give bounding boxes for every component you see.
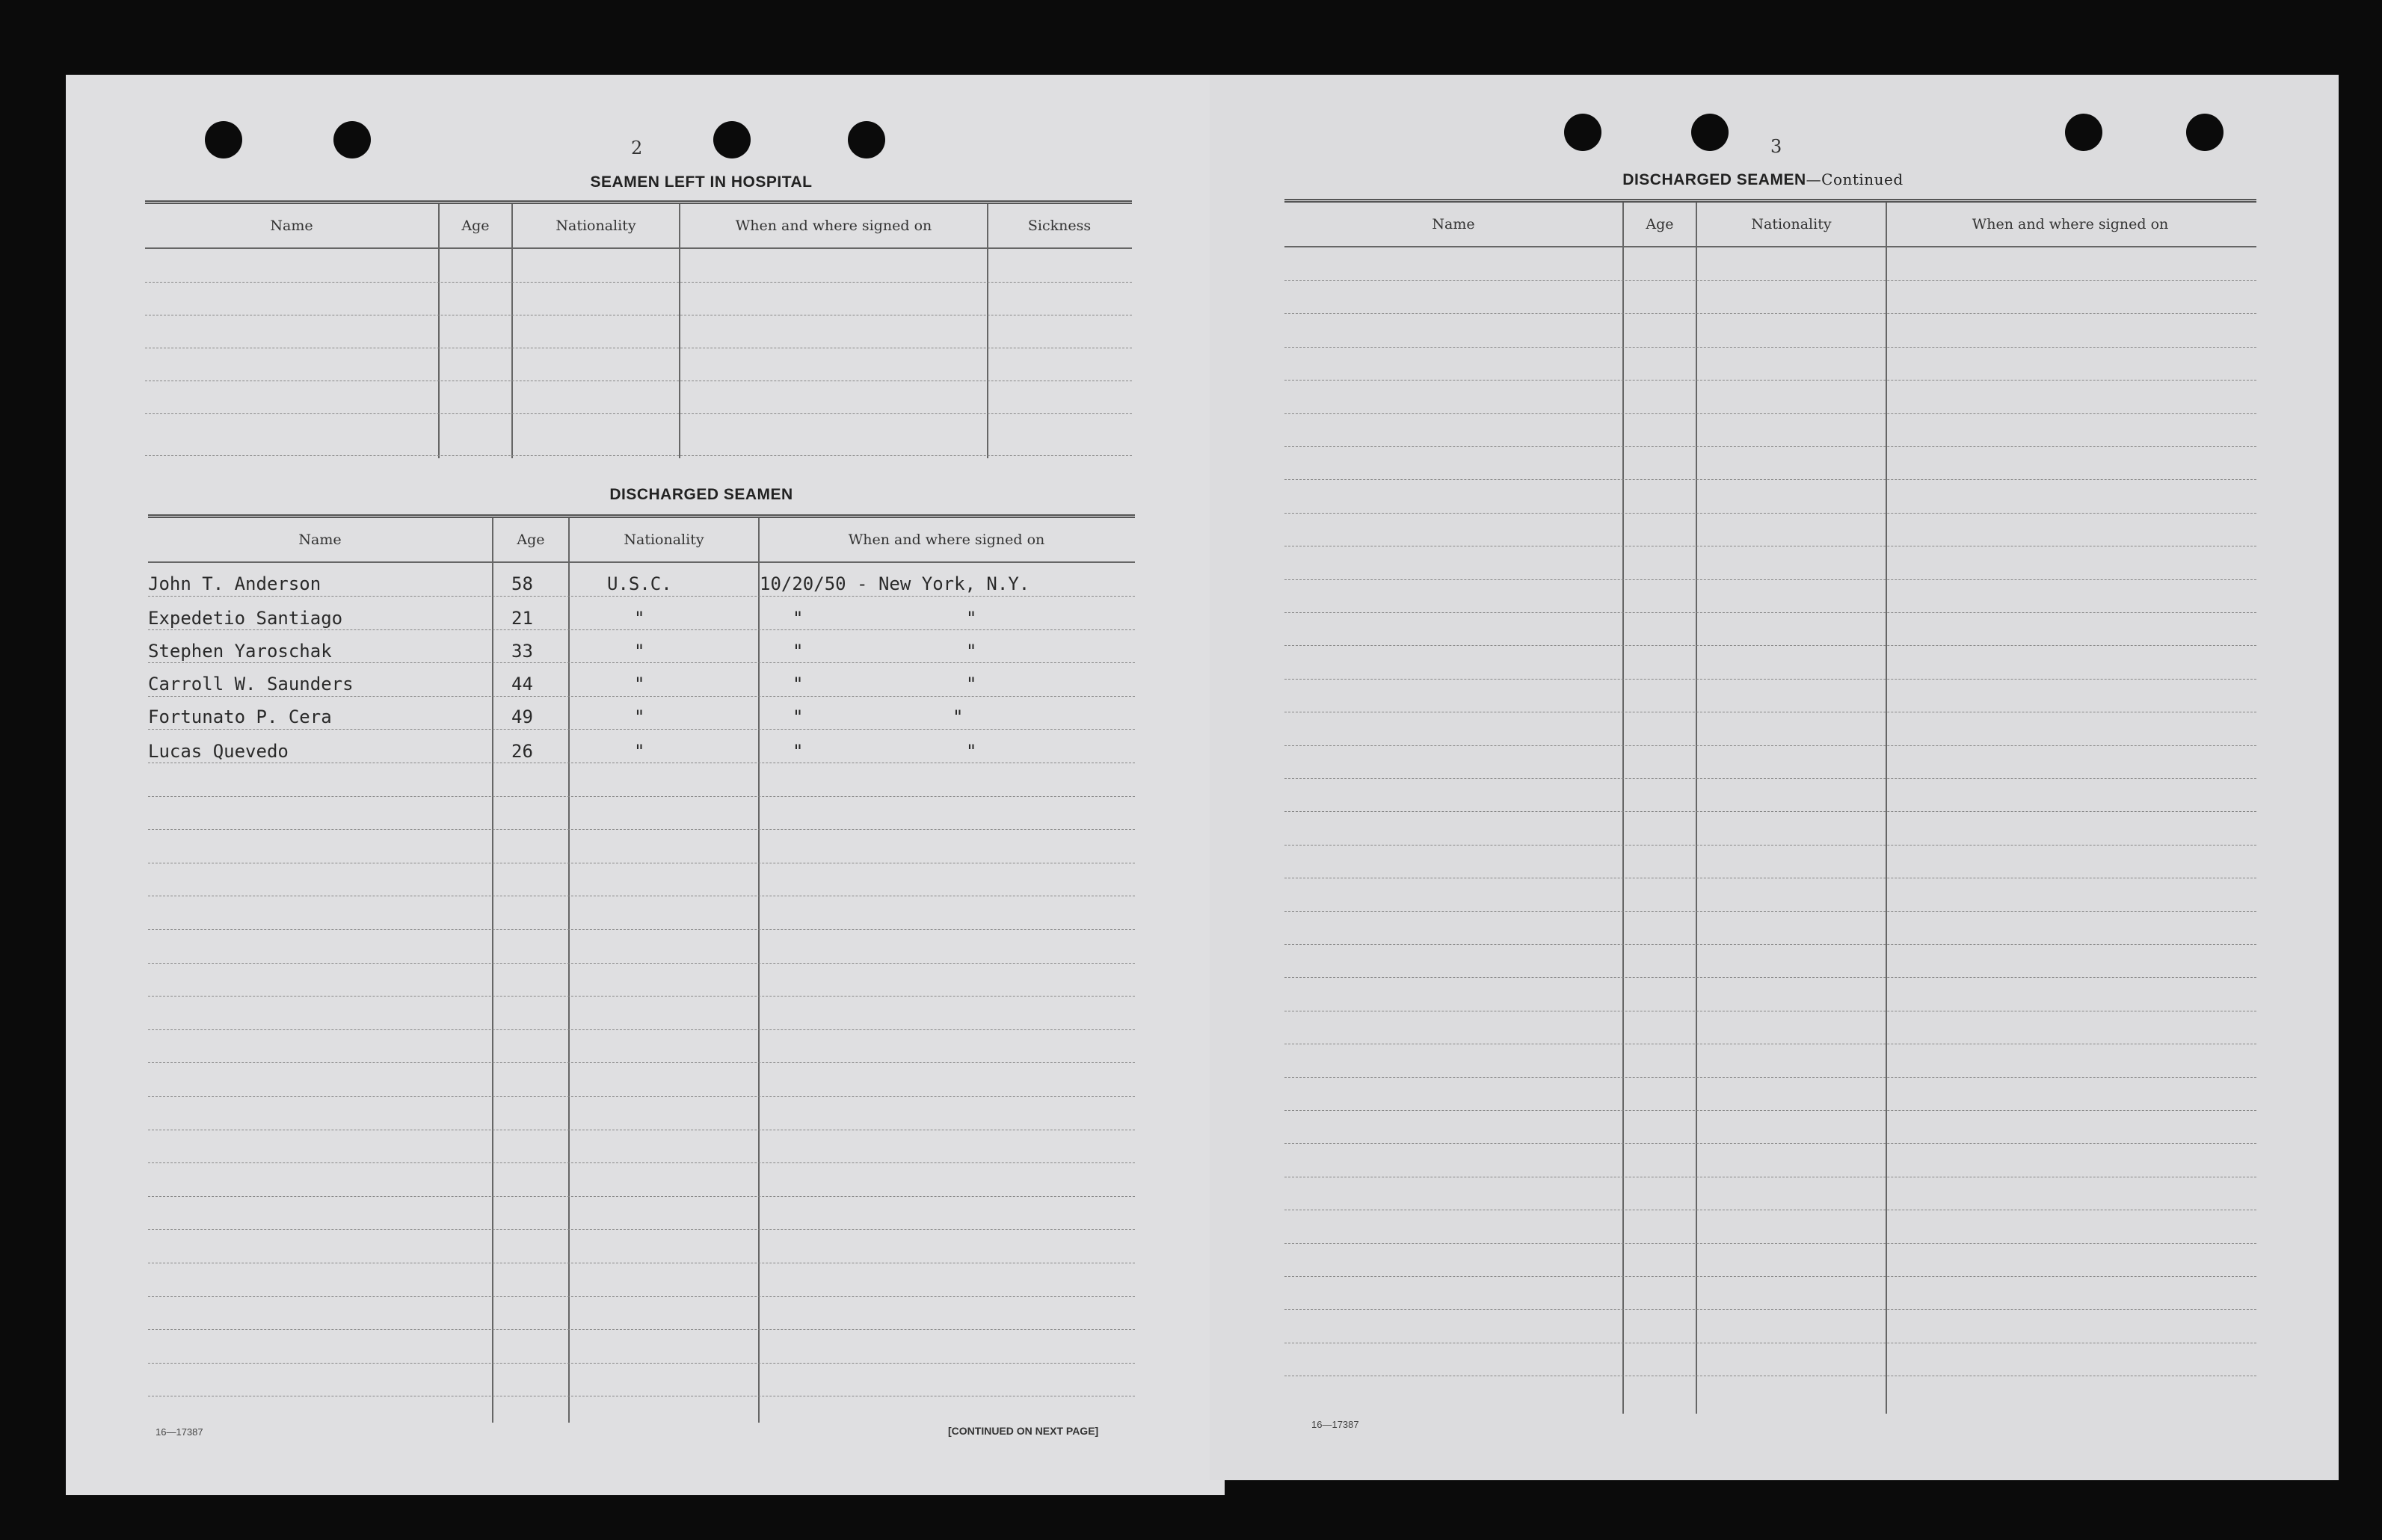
col-header-age: Age bbox=[517, 532, 545, 548]
punch-hole bbox=[2186, 114, 2223, 151]
row-rule bbox=[1284, 712, 2256, 713]
row-rule bbox=[1284, 679, 2256, 680]
seaman-name: Expedetio Santiago bbox=[148, 608, 343, 629]
seaman-name: Fortunato P. Cera bbox=[148, 706, 332, 727]
punch-hole bbox=[205, 121, 242, 158]
discharged-section-title: DISCHARGED SEAMEN bbox=[609, 486, 793, 503]
column-divider bbox=[1886, 203, 1887, 1414]
row-rule bbox=[1284, 977, 2256, 979]
column-divider bbox=[1622, 203, 1624, 1414]
ditto-mark: " bbox=[793, 641, 804, 662]
ditto-mark: " bbox=[966, 741, 977, 762]
row-rule bbox=[1284, 579, 2256, 581]
row-rule bbox=[148, 929, 1135, 931]
row-rule bbox=[1284, 280, 2256, 282]
row-rule bbox=[1284, 1243, 2256, 1245]
col-header-name: Name bbox=[1432, 216, 1475, 232]
row-rule bbox=[148, 596, 1135, 597]
row-rule bbox=[145, 282, 1132, 283]
punch-hole bbox=[333, 121, 371, 158]
column-divider bbox=[1696, 203, 1697, 1414]
ditto-mark: " bbox=[966, 641, 977, 662]
row-rule bbox=[1284, 1011, 2256, 1012]
seaman-nationality: " bbox=[634, 641, 645, 662]
row-rule bbox=[1284, 446, 2256, 448]
left-page bbox=[66, 75, 1225, 1495]
title-suffix: —Continued bbox=[1806, 170, 1904, 188]
row-rule bbox=[148, 763, 1135, 764]
ditto-mark: " bbox=[966, 608, 977, 629]
row-rule bbox=[148, 629, 1135, 631]
row-rule bbox=[1284, 1110, 2256, 1112]
row-rule bbox=[148, 696, 1135, 697]
row-rule bbox=[148, 896, 1135, 897]
discharged-table bbox=[148, 514, 1135, 1423]
row-rule bbox=[148, 1062, 1135, 1064]
row-rule bbox=[1284, 1376, 2256, 1377]
row-rule bbox=[148, 1363, 1135, 1364]
row-rule bbox=[1284, 1044, 2256, 1045]
row-rule bbox=[1284, 546, 2256, 547]
row-rule bbox=[1284, 413, 2256, 415]
row-rule bbox=[1284, 1210, 2256, 1211]
seaman-age: 44 bbox=[511, 674, 533, 694]
continued-note: [CONTINUED ON NEXT PAGE] bbox=[948, 1425, 1099, 1437]
col-header-age: Age bbox=[1646, 216, 1674, 232]
row-rule bbox=[145, 381, 1132, 382]
seaman-name: John T. Anderson bbox=[148, 573, 321, 594]
row-rule bbox=[148, 1263, 1135, 1264]
seaman-name: Stephen Yaroschak bbox=[148, 641, 332, 662]
ditto-mark: " bbox=[793, 608, 804, 629]
col-header-nationality: Nationality bbox=[1751, 216, 1832, 232]
col-header-name: Name bbox=[298, 532, 342, 548]
column-divider bbox=[568, 518, 570, 1423]
row-rule bbox=[1284, 1276, 2256, 1278]
form-number: 16—17387 bbox=[156, 1426, 203, 1438]
row-rule bbox=[1284, 1177, 2256, 1178]
col-header-signed-on: When and where signed on bbox=[1972, 216, 2169, 232]
row-rule bbox=[1284, 645, 2256, 647]
row-rule bbox=[1284, 745, 2256, 747]
row-rule bbox=[148, 1162, 1135, 1164]
seaman-age: 58 bbox=[511, 573, 533, 594]
hospital-table-header bbox=[145, 204, 1132, 249]
page-number: 3 bbox=[1770, 136, 1782, 157]
row-rule bbox=[1284, 313, 2256, 315]
punch-hole bbox=[2065, 114, 2102, 151]
col-header-nationality: Nationality bbox=[556, 218, 636, 234]
row-rule bbox=[1284, 944, 2256, 946]
row-rule bbox=[148, 729, 1135, 730]
form-number: 16—17387 bbox=[1311, 1419, 1359, 1430]
row-rule bbox=[1284, 1077, 2256, 1079]
ditto-mark: " bbox=[793, 674, 804, 694]
row-rule bbox=[148, 662, 1135, 664]
row-rule bbox=[145, 455, 1132, 457]
row-rule bbox=[1284, 845, 2256, 846]
row-rule bbox=[1284, 612, 2256, 614]
seaman-nationality: U.S.C. bbox=[607, 573, 672, 594]
row-rule bbox=[145, 315, 1132, 316]
hospital-section-title: SEAMEN LEFT IN HOSPITAL bbox=[590, 173, 813, 191]
col-header-age: Age bbox=[461, 218, 490, 234]
page-number: 2 bbox=[631, 138, 643, 158]
row-rule bbox=[148, 1296, 1135, 1298]
row-rule bbox=[145, 413, 1132, 415]
row-rule bbox=[148, 963, 1135, 964]
row-rule bbox=[1284, 811, 2256, 813]
row-rule bbox=[148, 1096, 1135, 1097]
ditto-mark: " bbox=[966, 674, 977, 694]
seaman-age: 33 bbox=[511, 641, 533, 662]
row-rule bbox=[1284, 1343, 2256, 1344]
row-rule bbox=[1284, 1309, 2256, 1310]
column-divider bbox=[438, 204, 440, 458]
column-divider bbox=[511, 204, 513, 458]
row-rule bbox=[148, 996, 1135, 997]
seaman-age: 21 bbox=[511, 608, 533, 629]
punch-hole bbox=[848, 121, 885, 158]
row-rule bbox=[1284, 911, 2256, 913]
col-header-name: Name bbox=[270, 218, 313, 234]
discharged-continued-title bbox=[1456, 170, 2069, 189]
col-header-nationality: Nationality bbox=[624, 532, 704, 548]
row-rule bbox=[1284, 1143, 2256, 1145]
col-header-sickness: Sickness bbox=[1027, 218, 1092, 234]
row-rule bbox=[148, 863, 1135, 864]
punch-hole bbox=[1564, 114, 1601, 151]
seaman-nationality: " bbox=[634, 741, 645, 762]
title-main: DISCHARGED SEAMEN bbox=[1622, 171, 1806, 188]
right-page bbox=[1210, 75, 2339, 1480]
row-rule bbox=[148, 1130, 1135, 1131]
row-rule bbox=[148, 796, 1135, 798]
row-rule bbox=[1284, 347, 2256, 348]
row-rule bbox=[148, 1229, 1135, 1231]
row-rule bbox=[148, 1029, 1135, 1031]
column-divider bbox=[758, 518, 760, 1423]
ditto-mark: " bbox=[793, 741, 804, 762]
seaman-nationality: " bbox=[634, 608, 645, 629]
row-rule bbox=[1284, 778, 2256, 780]
row-rule bbox=[1284, 380, 2256, 381]
ditto-mark: " bbox=[793, 706, 804, 727]
discharged-table-header bbox=[148, 518, 1135, 563]
col-header-signed-on: When and where signed on bbox=[735, 218, 932, 234]
seaman-name: Lucas Quevedo bbox=[148, 741, 289, 762]
continued-table-header bbox=[1284, 203, 2256, 247]
seaman-name: Carroll W. Saunders bbox=[148, 674, 354, 694]
hospital-table bbox=[145, 200, 1132, 458]
column-divider bbox=[987, 204, 988, 458]
row-rule bbox=[148, 829, 1135, 831]
seaman-nationality: " bbox=[634, 706, 645, 727]
row-rule bbox=[1284, 479, 2256, 481]
column-divider bbox=[492, 518, 493, 1423]
discharged-continued-table bbox=[1284, 199, 2256, 1414]
ditto-mark: " bbox=[953, 706, 964, 727]
seaman-signed-on: 10/20/50 - New York, N.Y. bbox=[760, 573, 1030, 594]
column-divider bbox=[679, 204, 680, 458]
row-rule bbox=[148, 1329, 1135, 1331]
row-rule bbox=[145, 348, 1132, 349]
row-rule bbox=[1284, 878, 2256, 879]
row-rule bbox=[1284, 513, 2256, 514]
row-rule bbox=[148, 1396, 1135, 1397]
seaman-nationality: " bbox=[634, 674, 645, 694]
seaman-age: 26 bbox=[511, 741, 533, 762]
col-header-signed-on: When and where signed on bbox=[848, 532, 1045, 548]
seaman-age: 49 bbox=[511, 706, 533, 727]
punch-hole bbox=[713, 121, 751, 158]
punch-hole bbox=[1691, 114, 1729, 151]
row-rule bbox=[148, 1196, 1135, 1198]
